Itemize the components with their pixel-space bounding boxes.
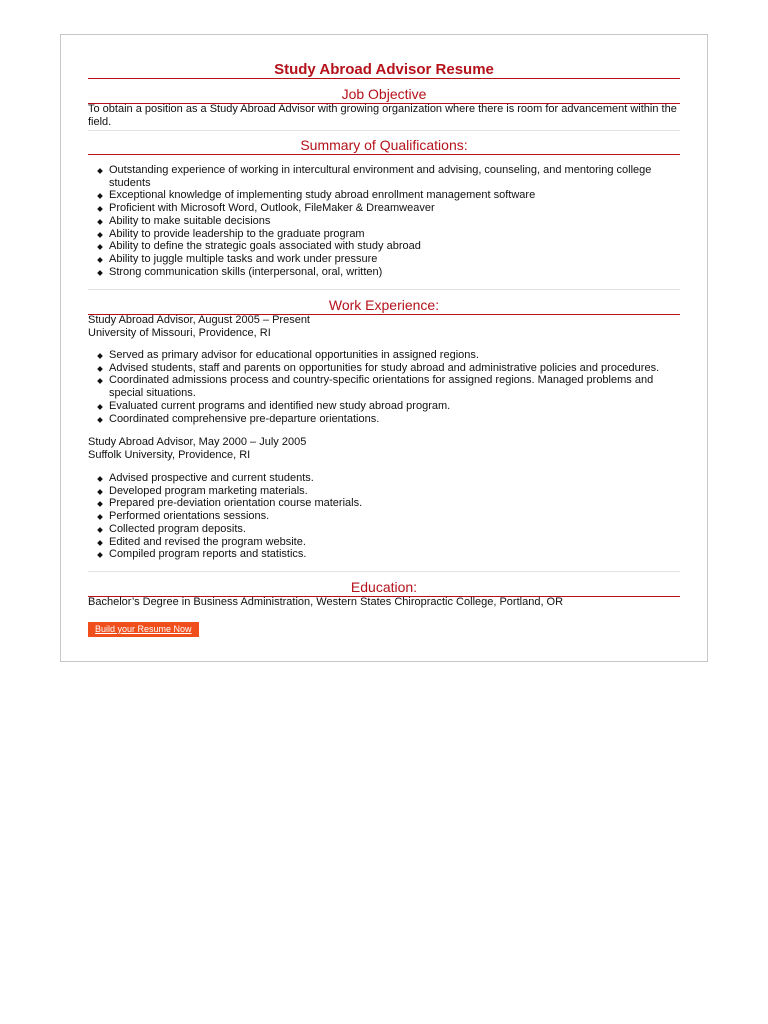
list-item: Ability to provide leadership to the graduate program bbox=[88, 228, 680, 241]
list-item: Coordinated admissions process and country-specific orientations for assigned regions. Managed problems and special situations. bbox=[88, 374, 680, 399]
resume-title: Study Abroad Advisor Resume bbox=[274, 61, 494, 78]
job-1-duties bbox=[88, 349, 680, 425]
list-item: Ability to make suitable decisions bbox=[88, 215, 680, 228]
job-2-role: Study Abroad Advisor, May 2000 – July 2005 bbox=[88, 436, 307, 448]
build-resume-button[interactable]: Build your Resume Now bbox=[88, 622, 199, 637]
list-item: Advised students, staff and parents on opportunities for study abroad and administrative policies and procedures. bbox=[88, 362, 680, 375]
qualifications-divider bbox=[88, 154, 680, 155]
education-heading: Education: bbox=[350, 579, 418, 595]
list-item: Advised prospective and current students. bbox=[88, 472, 680, 485]
qualifications-heading: Summary of Qualifications: bbox=[300, 137, 468, 153]
list-item: Strong communication skills (interpersonal, oral, written) bbox=[88, 266, 680, 279]
section-separator bbox=[88, 289, 680, 290]
list-item: Ability to juggle multiple tasks and work under pressure bbox=[88, 253, 680, 266]
job-2-employer: Suffolk University, Providence, RI bbox=[88, 449, 251, 461]
list-item: Developed program marketing materials. bbox=[88, 485, 680, 498]
section-separator bbox=[88, 130, 680, 131]
list-item: Prepared pre-deviation orientation course materials. bbox=[88, 497, 680, 510]
job-1-role: Study Abroad Advisor, August 2005 – Present bbox=[88, 314, 310, 326]
education-text: Bachelor’s Degree in Business Administration, Western States Chiropractic College, Portland, OR bbox=[88, 596, 564, 608]
section-separator bbox=[88, 571, 680, 572]
job-2-duties bbox=[88, 472, 680, 561]
list-item: Coordinated comprehensive pre-departure orientations. bbox=[88, 413, 680, 426]
list-item: Collected program deposits. bbox=[88, 523, 680, 536]
title-divider bbox=[88, 78, 680, 79]
objective-text: To obtain a position as a Study Abroad Advisor with growing organization where there is room for advancement within the field. bbox=[88, 103, 677, 128]
qualifications-list bbox=[88, 164, 680, 278]
list-item: Compiled program reports and statistics. bbox=[88, 548, 680, 561]
list-item: Performed orientations sessions. bbox=[88, 510, 680, 523]
list-item: Exceptional knowledge of implementing study abroad enrollment management software bbox=[88, 189, 680, 202]
job-1-employer: University of Missouri, Providence, RI bbox=[88, 327, 271, 339]
list-item: Ability to define the strategic goals associated with study abroad bbox=[88, 240, 680, 253]
experience-heading: Work Experience: bbox=[328, 297, 440, 313]
list-item: Edited and revised the program website. bbox=[88, 536, 680, 549]
list-item: Evaluated current programs and identified new study abroad program. bbox=[88, 400, 680, 413]
list-item: Proficient with Microsoft Word, Outlook, FileMaker & Dreamweaver bbox=[88, 202, 680, 215]
objective-heading: Job Objective bbox=[341, 86, 427, 102]
list-item: Outstanding experience of working in intercultural environment and advising, counseling, and mentoring college students bbox=[88, 164, 680, 189]
list-item: Served as primary advisor for educational opportunities in assigned regions. bbox=[88, 349, 680, 362]
